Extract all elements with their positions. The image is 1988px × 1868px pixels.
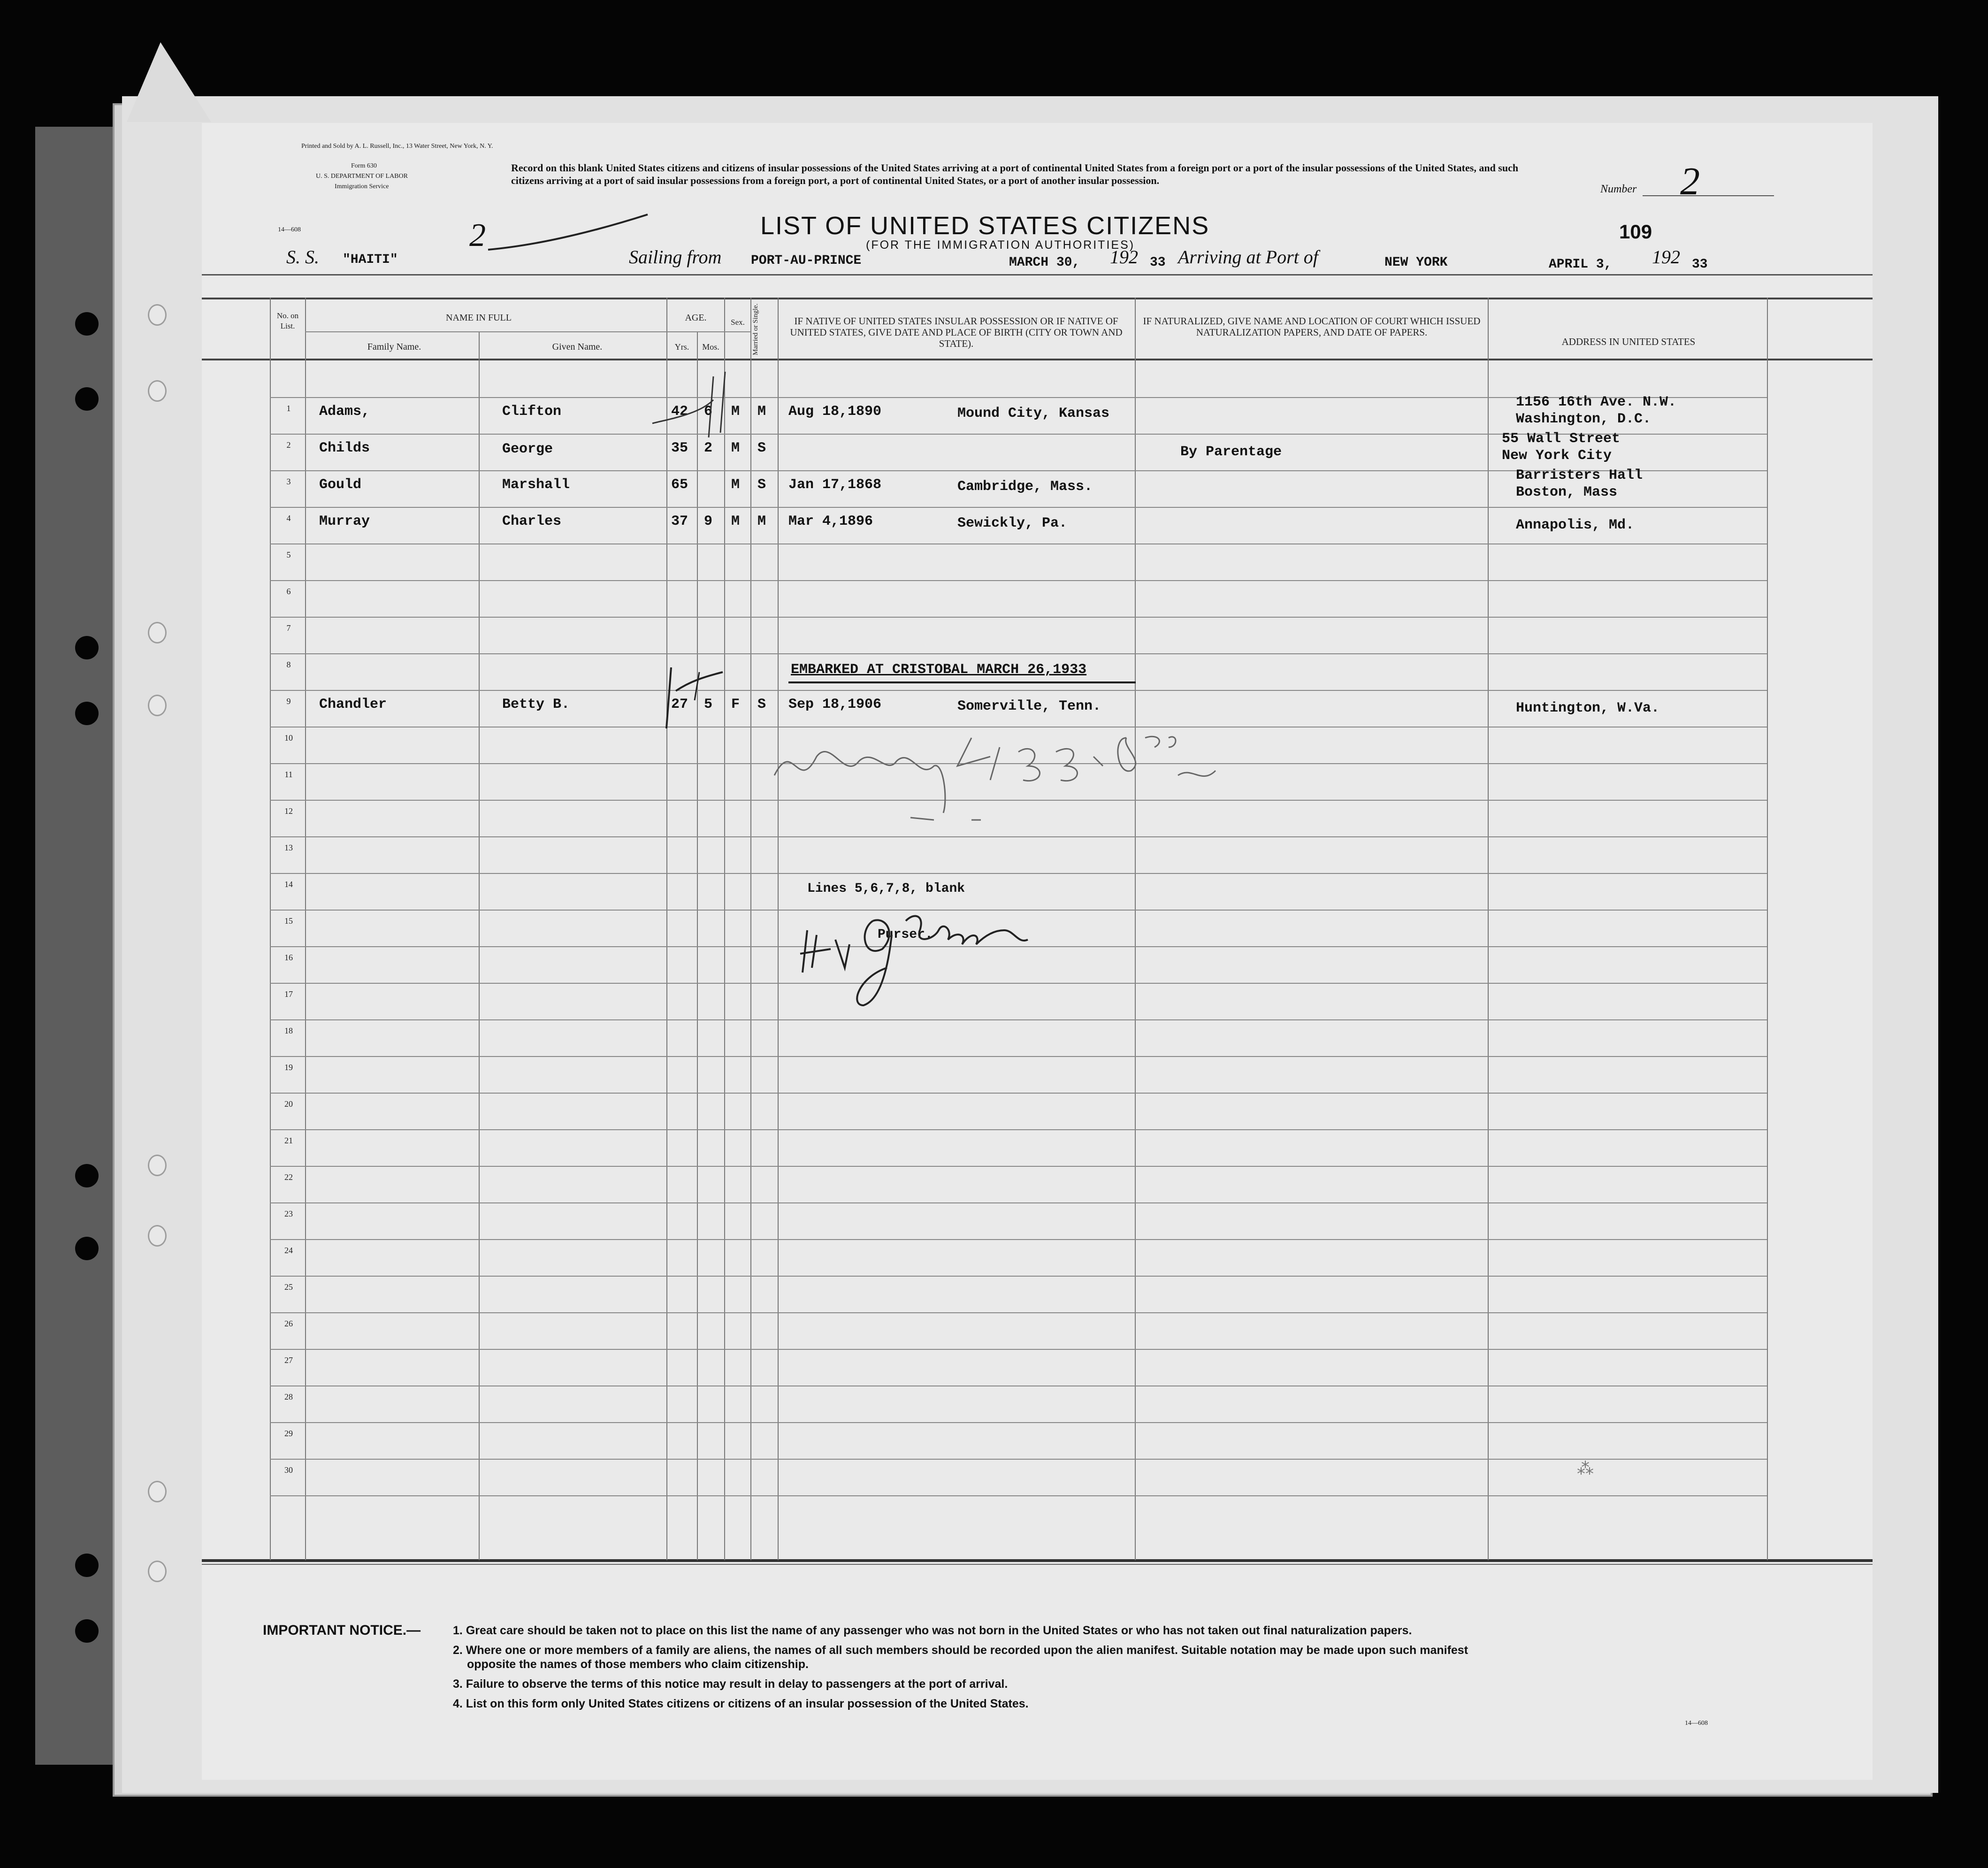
birth-place: Sewickly, Pa. (957, 515, 1068, 531)
marital-status: M (757, 404, 766, 420)
row-number: 19 (284, 1063, 293, 1072)
punch-hole (75, 387, 99, 411)
department-label: U. S. DEPARTMENT OF LABOR (316, 173, 408, 180)
row-number: 23 (284, 1209, 293, 1218)
row-number: 11 (284, 770, 293, 779)
row-rule (270, 873, 1767, 874)
punch-hole (75, 702, 99, 725)
row-rule (270, 1422, 1767, 1423)
eyelet-ring (148, 1225, 167, 1247)
lines-blank-note: Lines 5,6,7,8, blank (807, 881, 965, 896)
row-number: 6 (286, 587, 291, 596)
sailing-year-prefix: 192 (1110, 246, 1138, 268)
marital-status: S (757, 697, 766, 712)
address-line-1: Annapolis, Md. (1516, 517, 1635, 533)
eyelet-ring (148, 622, 167, 643)
service-label: Immigration Service (335, 183, 389, 190)
eyelet-ring (148, 695, 167, 716)
punch-hole (75, 312, 99, 336)
header-sex: Sex. (731, 318, 745, 327)
row-number: 5 (286, 550, 291, 559)
row-number: 22 (284, 1172, 293, 1182)
row-number: 16 (284, 953, 293, 962)
table-bottom-border (202, 1559, 1873, 1562)
handwritten-age-correction (657, 663, 732, 733)
manifest-sheet (202, 123, 1873, 1780)
arriving-year: 33 (1692, 257, 1708, 272)
sailing-label: Sailing from (629, 246, 722, 268)
address-line-1: Huntington, W.Va. (1516, 700, 1660, 716)
row-rule (270, 653, 1767, 654)
punch-hole (75, 1619, 99, 1643)
embarked-underline (788, 681, 1136, 683)
birth-date: Aug 18,1890 (788, 404, 882, 420)
purser-signature (793, 902, 1037, 1010)
row-number: 24 (284, 1246, 293, 1255)
row-rule (270, 1349, 1767, 1350)
eyelet-ring (148, 1481, 167, 1502)
col-divider-sex (724, 298, 725, 1560)
row-rule (270, 580, 1767, 581)
row-number: 10 (284, 733, 293, 743)
arriving-label: Arriving at Port of (1178, 246, 1318, 268)
handwritten-mark: 2 (469, 217, 486, 253)
embarked-note: EMBARKED AT CRISTOBAL MARCH 26,1933 (791, 662, 1087, 678)
marital-status: M (757, 513, 766, 529)
table-top-border (202, 298, 1873, 299)
header-family: Family Name. (367, 342, 421, 352)
row-rule (270, 1495, 1767, 1496)
row-rule (270, 690, 1767, 691)
sailing-date: MARCH 30, (1009, 255, 1080, 270)
form-code-bottom: 14—608 (1685, 1720, 1708, 1727)
row-number: 3 (286, 477, 291, 486)
family-name: Gould (319, 477, 362, 493)
row-rule (270, 1129, 1767, 1130)
header-age: AGE. (685, 313, 707, 323)
age-months: 9 (704, 513, 713, 529)
header-no: No. on List. (276, 311, 299, 330)
ship-name: "HAITI" (343, 253, 398, 267)
sex: F (731, 697, 740, 712)
row-number: 30 (284, 1465, 293, 1475)
punch-hole (75, 1554, 99, 1577)
row-rule (270, 1276, 1767, 1277)
number-underline (1643, 195, 1774, 196)
given-name: Marshall (502, 477, 570, 493)
punch-hole (75, 1237, 99, 1260)
arriving-date: APRIL 3, (1549, 257, 1612, 272)
row-number: 28 (284, 1392, 293, 1401)
row-rule (270, 1056, 1767, 1057)
row-rule (270, 1239, 1767, 1240)
age-years: 65 (671, 477, 688, 493)
given-name: Charles (502, 513, 562, 529)
row-rule (270, 836, 1767, 837)
notice-item-2: 2. Where one or more members of a family are aliens, the names of all such members should be recorded upon the alien manifest. Suitable notation may be made upon such manifest (453, 1644, 1468, 1657)
punch-hole (75, 1164, 99, 1187)
stamp-number: 109 (1619, 221, 1652, 243)
row-number: 9 (286, 697, 291, 706)
eyelet-ring (148, 1155, 167, 1176)
eyelet-ring (148, 1561, 167, 1582)
row-rule (270, 1166, 1767, 1167)
notice-item-1: 1. Great care should be taken not to place on this list the name of any passenger who was not born in the United States or who has not taken out final naturalization papers. (453, 1624, 1412, 1637)
age-months: 6 (704, 404, 713, 420)
family-name: Murray (319, 513, 370, 529)
col-divider-mos (697, 331, 698, 1560)
row-rule (270, 1019, 1767, 1020)
row-number: 20 (284, 1099, 293, 1109)
family-name: Adams, (319, 404, 370, 420)
birth-date: Sep 18,1906 (788, 697, 882, 712)
row-number: 13 (284, 843, 293, 852)
birth-date: Mar 4,1896 (788, 513, 873, 529)
arriving-port: NEW YORK (1384, 255, 1448, 270)
age-years: 27 (671, 697, 688, 712)
family-name: Childs (319, 440, 370, 456)
sex: M (731, 440, 740, 456)
col-divider-birth (778, 298, 779, 1560)
table-header-border (202, 359, 1873, 360)
col-divider-family (305, 298, 306, 1560)
printer-line: Printed and Sold by A. L. Russell, Inc., 13 Water Street, New York, N. Y. (301, 143, 493, 150)
row-number: 29 (284, 1429, 293, 1438)
marital-status: S (757, 440, 766, 456)
form-code-top: 14—608 (278, 226, 301, 233)
given-name: George (502, 441, 553, 457)
notice-heading: IMPORTANT NOTICE.— (263, 1623, 421, 1638)
address-line-2: Washington, D.C. (1516, 411, 1652, 427)
header-yrs: Yrs. (674, 342, 689, 352)
age-months: 2 (704, 440, 713, 456)
marital-status: S (757, 477, 766, 493)
birth-date: Jan 17,1868 (788, 477, 882, 493)
family-name: Chandler (319, 697, 387, 712)
form-title: LIST OF UNITED STATES CITIZENS (760, 212, 1210, 240)
header-mos: Mos. (702, 342, 719, 352)
eyelet-ring (148, 304, 167, 326)
header-address: ADDRESS IN UNITED STATES (1561, 336, 1696, 347)
handwritten-pencil-notation (756, 719, 1225, 827)
header-name-in-full: NAME IN FULL (446, 313, 512, 323)
row-number: 7 (286, 623, 291, 633)
ss-label: S. S. (286, 246, 319, 268)
row-number: 12 (284, 806, 293, 816)
row-number: 1 (286, 404, 291, 413)
handwritten-checkmarks (643, 367, 756, 442)
col-divider-no (270, 298, 271, 1560)
birth-place: Cambridge, Mass. (957, 479, 1093, 495)
table-bottom-border-2 (202, 1564, 1873, 1565)
given-name: Betty B. (502, 697, 570, 712)
birth-place: Somerville, Tenn. (957, 698, 1101, 714)
header-given: Given Name. (552, 342, 603, 352)
col-divider-given (479, 331, 480, 1560)
row-rule (270, 1202, 1767, 1203)
col-divider-age (666, 298, 667, 1560)
row-number: 18 (284, 1026, 293, 1035)
form-subtitle: (FOR THE IMMIGRATION AUTHORITIES) (866, 238, 1135, 252)
address-line-1: 1156 16th Ave. N.W. (1516, 394, 1677, 410)
row-rule (270, 507, 1767, 508)
sailing-year: 33 (1150, 255, 1166, 270)
address-line-2: Boston, Mass (1516, 484, 1618, 500)
age-years: 42 (671, 404, 688, 420)
subheader-rule (305, 331, 751, 332)
sailing-port: PORT-AU-PRINCE (751, 253, 862, 268)
intro-text: Record on this blank United States citizens and citizens of insular possessions of the United States arriving at a port of continental United States from a foreign port or a port of the insular possessions of the United States, and such citizens arriving at a port of said insular possessions from a foreign port, a port of continental United States, or a port of another insular possession. (511, 162, 1519, 186)
row-number: 25 (284, 1282, 293, 1292)
given-name: Clifton (502, 404, 562, 420)
header-birth: IF NATIVE OF UNITED STATES INSULAR POSSESSION OR IF NATIVE OF UNITED STATES, GIVE DATE AND PLACE OF BIRTH (CITY OR TOWN AND STATE). (790, 315, 1123, 349)
age-months: 5 (704, 697, 713, 712)
row-number: 17 (284, 989, 293, 999)
voyage-rule (202, 274, 1873, 276)
punch-hole (75, 636, 99, 659)
row-number: 15 (284, 916, 293, 926)
col-divider-marital (750, 298, 751, 1560)
birth-place: Mound City, Kansas (957, 406, 1110, 421)
col-divider-address (1488, 298, 1489, 1560)
row-rule (270, 1459, 1767, 1460)
notice-item-2-cont: opposite the names of those members who claim citizenship. (467, 1658, 809, 1671)
row-number: 8 (286, 660, 291, 669)
col-divider-right (1767, 298, 1768, 1560)
number-label: Number (1600, 183, 1637, 195)
binder-strip (35, 127, 115, 1765)
header-marital: Married or Single. (752, 303, 759, 356)
form-number: Form 630 (351, 162, 377, 169)
naturalization: By Parentage (1180, 444, 1282, 460)
number-value: 2 (1680, 160, 1700, 203)
purser-label: Purser. (878, 927, 933, 942)
row-number: 14 (284, 880, 293, 889)
col-divider-naturalized (1135, 298, 1136, 1560)
header-naturalized: IF NATURALIZED, GIVE NAME AND LOCATION OF COURT WHICH ISSUED NATURALIZATION PAPERS, AND DATE OF PAPERS. (1143, 315, 1481, 338)
sex: M (731, 404, 740, 420)
handwritten-stroke (483, 212, 652, 259)
row-rule (270, 1093, 1767, 1094)
address-line-1: 55 Wall Street (1502, 431, 1621, 447)
row-rule (270, 617, 1767, 618)
row-number: 21 (284, 1136, 293, 1145)
notice-item-3: 3. Failure to observe the terms of this notice may result in delay to passengers at the port of arrival. (453, 1677, 1008, 1691)
sex: M (731, 477, 740, 493)
row-number: 2 (286, 440, 291, 450)
row-number: 26 (284, 1319, 293, 1328)
faint-mark: ⁂ (1577, 1459, 1594, 1478)
sex: M (731, 513, 740, 529)
address-line-1: Barristers Hall (1516, 467, 1643, 483)
row-number: 27 (284, 1355, 293, 1365)
age-years: 35 (671, 440, 688, 456)
eyelet-ring (148, 380, 167, 402)
arriving-year-prefix: 192 (1652, 246, 1680, 268)
age-years: 37 (671, 513, 688, 529)
row-rule (270, 1312, 1767, 1313)
address-line-2: New York City (1502, 448, 1612, 464)
row-number: 4 (286, 513, 291, 523)
notice-item-4: 4. List on this form only United States citizens or citizens of an insular possession of the United States. (453, 1697, 1029, 1710)
binder-clip (127, 42, 211, 122)
